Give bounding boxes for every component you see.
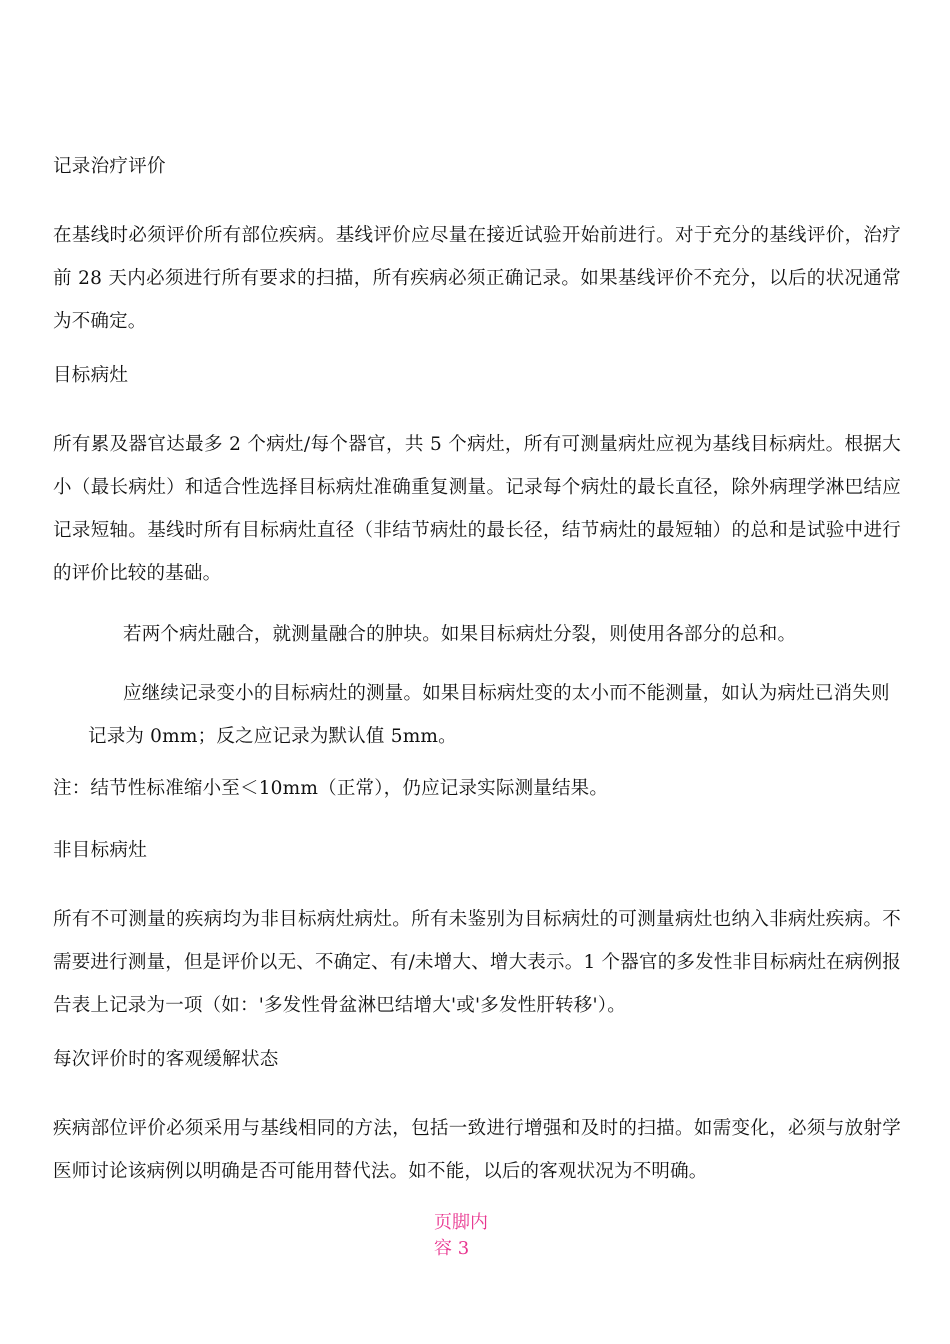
document-body [53,152,901,1211]
paragraph-non-target-lesions: 所有不可测量的疾病均为非目标病灶病灶。所有未鉴别为目标病灶的可测量病灶也纳入非病灶疾病。不需要进行测量，但是评价以无、不确定、有/未增大、增大表示。1 个器官的多发性非目标病灶在病例报告表上记录为一项（如：'多发性骨盆淋巴结增大'或'多发性肝转移'）。 [53,909,901,1016]
paragraph-baseline-evaluation: 在基线时必须评价所有部位疾病。基线评价应尽量在接近试验开始前进行。对于充分的基线评价，治疗前 28 天内必须进行所有要求的扫描，所有疾病必须正确记录。如果基线评价不充分，以后的状况通常为不确定。 [53,225,901,332]
paragraph-lesion-merge: 若两个病灶融合，就测量融合的肿块。如果目标病灶分裂，则使用各部分的总和。 [123,624,797,645]
section-heading-non-target-lesions: 非目标病灶 [53,840,148,861]
page-footer: 页脚内容 3 [434,1212,488,1259]
paragraph-lesion-small: 应继续记录变小的目标病灶的测量。如果目标病灶变的太小而不能测量，如认为病灶已消失则记录为 0mm；反之应记录为默认值 5mm。 [88,683,890,747]
section-heading-target-lesions: 目标病灶 [53,365,129,386]
paragraph-target-lesions: 所有累及器官达最多 2 个病灶/每个器官，共 5 个病灶，所有可测量病灶应视为基线目标病灶。根据大小（最长病灶）和适合性选择目标病灶准确重复测量。记录每个病灶的最长直径，除外病理学淋巴结应记录短轴。基线时所有目标病灶直径（非结节病灶的最长径，结节病灶的最短轴）的总和是试验中进行的评价比较的基础。 [53,434,901,584]
section-heading-record-evaluation: 记录治疗评价 [53,156,166,177]
note-nodal-criteria: 注：结节性标准缩小至＜10mm（正常），仍应记录实际测量结果。 [53,778,609,799]
section-heading-objective-response: 每次评价时的客观缓解状态 [53,1049,279,1070]
paragraph-objective-response: 疾病部位评价必须采用与基线相同的方法，包括一致进行增强和及时的扫描。如需变化，必须与放射学医师讨论该病例以明确是否可能用替代法。如不能，以后的客观状况为不明确。 [53,1118,901,1182]
